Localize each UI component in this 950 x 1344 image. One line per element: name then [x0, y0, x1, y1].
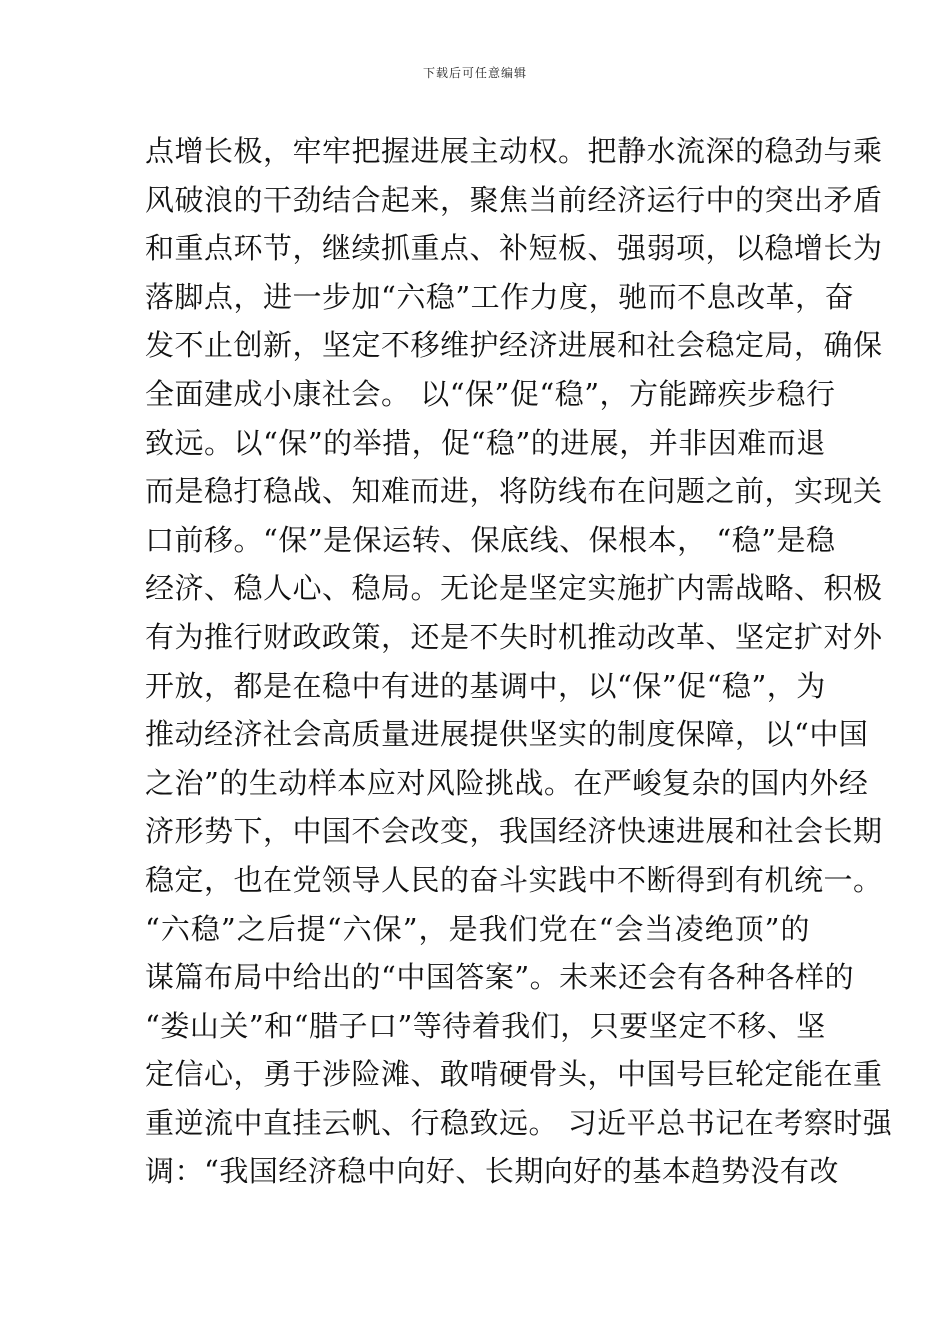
text-line-15: 济形势下，中国不会改变，我国经济快速进展和社会长期 — [145, 814, 883, 849]
text-line-12: 开放，都是在稳中有进的基调中，以“保”促“稳”，为 — [145, 668, 826, 703]
text-line-17: “六稳”之后提“六保”，是我们党在“会当凌绝顶”的 — [145, 911, 810, 946]
text-line-7: 致远。以“保”的举措，促“稳”的进展，并非因难而退 — [145, 425, 826, 460]
text-line-2: 风破浪的干劲结合起来，聚焦当前经济运行中的突出矛盾 — [145, 182, 883, 217]
text-line-13: 推动经济社会高质量进展提供坚实的制度保障，以“中国 — [145, 717, 869, 752]
page-header: 下载后可任意编辑 — [422, 66, 527, 80]
text-line-4: 落脚点，进一步加“六稳”工作力度，驰而不息改革，奋 — [145, 279, 855, 314]
text-line-11: 有为推行财政政策，还是不失时机推动改革、坚定扩对外 — [145, 619, 883, 654]
text-line-1: 点增长极，牢牢把握进展主动权。把静水流深的稳劲与乘 — [145, 134, 883, 168]
text-line-21: 重逆流中直挂云帆、行稳致远。 习近平总书记在考察时强 — [145, 1105, 893, 1140]
text-line-19: “娄山关”和“腊子口”等待着我们，只要坚定不移、坚 — [145, 1008, 826, 1043]
text-line-5: 发不止创新，坚定不移维护经济进展和社会稳定局，确保 — [145, 328, 883, 363]
text-line-9: 口前移。“保”是保运转、保底线、保根本， “稳”是稳 — [145, 522, 836, 557]
body-text — [145, 127, 893, 1196]
text-line-18: 谋篇布局中给出的“中国答案”。未来还会有各种各样的 — [145, 960, 855, 995]
text-line-6: 全面建成小康社会。 以“保”促“稳”，方能蹄疾步稳行 — [145, 376, 836, 411]
text-line-20: 定信心，勇于涉险滩、敢啃硬骨头，中国号巨轮定能在重 — [145, 1057, 883, 1092]
text-line-22: 调：“我国经济稳中向好、长期向好的基本趋势没有改 — [145, 1154, 839, 1189]
text-line-3: 和重点环节，继续抓重点、补短板、强弱项，以稳增长为 — [145, 231, 883, 266]
text-line-10: 经济、稳人心、稳局。无论是坚定实施扩内需战略、积极 — [145, 571, 883, 606]
text-line-8: 而是稳打稳战、知难而进，将防线布在问题之前，实现关 — [145, 474, 883, 509]
text-line-16: 稳定，也在党领导人民的奋斗实践中不断得到有机统一。 — [145, 862, 883, 897]
text-line-14: 之治”的生动样本应对风险挑战。在严峻复杂的国内外经 — [145, 765, 869, 800]
